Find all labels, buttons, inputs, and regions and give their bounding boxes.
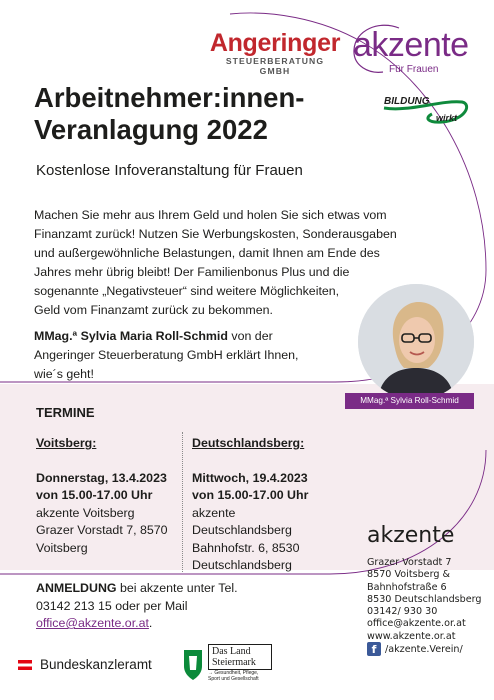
steiermark-line: Das Land [212, 646, 251, 657]
intro-line: Geld vom Finanzamt zurück zu bekommen. [34, 303, 273, 317]
akzente-logo [353, 26, 469, 84]
akzente-logo-word: akzente [353, 26, 469, 64]
intro-line: Finanzamt zurück! Nutzen Sie Werbungskosten, Sonderausgaben [34, 227, 397, 241]
event-venue: Deutschlandsberg [192, 523, 292, 537]
event-venue: Grazer Vorstadt 7, 8570 [36, 523, 168, 537]
facebook-handle: /akzente.Verein/ [385, 644, 463, 655]
intro-line: sogenannte „Negativsteuer“ sind weitere Möglichkeiten, [34, 284, 340, 298]
event-date: Mittwoch, 19.4.2023 [192, 470, 308, 485]
title-line-2: Veranlagung 2022 [34, 114, 268, 145]
austria-flag-icon [18, 660, 32, 670]
termine-heading: TERMINE [36, 405, 95, 420]
photo-caption: MMag.ª Sylvia Roll-Schmid [345, 393, 474, 409]
speaker-paragraph [34, 327, 352, 384]
speaker-text: wie´s geht! [34, 367, 94, 381]
angeringer-subline: STEUERBERATUNG GMBH [225, 56, 325, 76]
bildung-word: BILDUNG [384, 96, 430, 107]
contact-phone: 03142/ 930 30 [367, 606, 438, 618]
registration-text: bei akzente unter Tel. [116, 581, 238, 595]
akzente-logo-subline: Für Frauen [389, 64, 439, 75]
steiermark-tagline [208, 670, 274, 682]
intro-line: Machen Sie mehr aus Ihrem Geld und holen Sie sich etwas vom [34, 208, 387, 222]
speaker-name: MMag.ª Sylvia Maria Roll-Schmid [34, 329, 228, 343]
event-venue: Bahnhofstr. 6, 8530 [192, 540, 300, 555]
wirkt-word: wirkt [436, 113, 458, 123]
page-subtitle: Kostenlose Infoveranstaltung für Frauen [36, 162, 303, 179]
steiermark-crest-icon [182, 646, 204, 682]
event-deutschlandsberg [192, 435, 332, 575]
event-time: von 15.00-17.00 Uhr [36, 488, 153, 502]
contact-address [367, 557, 482, 643]
event-voitsberg [36, 435, 184, 557]
event-date: Donnerstag, 13.4.2023 [36, 470, 167, 485]
contact-line: Grazer Vorstadt 7 [367, 557, 452, 568]
event-place: Deutschlandsberg: [192, 436, 305, 450]
facebook-link[interactable] [367, 642, 463, 656]
event-venue: Deutschlandsberg [192, 558, 292, 572]
intro-paragraph [34, 206, 429, 320]
registration-label: ANMELDUNG [36, 581, 117, 595]
bundeskanzleramt-logo [18, 657, 152, 672]
bildung-wirkt-logo [380, 94, 472, 130]
event-venue: akzente [192, 505, 236, 520]
registration-period: . [148, 616, 153, 630]
akzente-contact-brand: akzente [367, 523, 455, 548]
steiermark-wordmark [208, 644, 272, 670]
contact-line: 8530 Deutschlandsberg [367, 593, 482, 605]
intro-line: Jahres mehr übrig bleibt! Der Familienbonus Plus und die [34, 265, 350, 279]
event-venue: Voitsberg [36, 540, 88, 555]
event-place: Voitsberg: [36, 436, 97, 450]
page-title [34, 82, 354, 146]
contact-line: 8570 Voitsberg & [367, 569, 450, 581]
contact-line: Bahnhofstraße 6 [367, 581, 447, 593]
registration-info [36, 580, 336, 633]
contact-website-link[interactable]: www.akzente.or.at [367, 630, 456, 642]
speaker-text: Angeringer Steuerberatung GmbH erklärt Ihnen, [34, 348, 299, 362]
steiermark-line: Steiermark [212, 657, 256, 668]
steiermark-tag: → Gesundheit, Pflege, [208, 670, 259, 676]
bundeskanzleramt-name: Bundeskanzleramt [40, 657, 152, 672]
registration-text: 03142 213 15 oder per Mail [36, 598, 188, 613]
facebook-icon: f [367, 642, 381, 656]
steiermark-tag: Sport und Gesellschaft [208, 676, 259, 682]
title-line-1: Arbeitnehmer:innen- [34, 82, 305, 113]
event-time: von 15.00-17.00 Uhr [192, 488, 309, 502]
angeringer-logo [209, 30, 341, 76]
speaker-photo [358, 284, 474, 400]
intro-line: und außergewöhnliche Belastungen, damit Ihnen am Ende des [34, 246, 380, 260]
registration-email-link[interactable]: office@akzente.or.at [36, 616, 149, 630]
contact-email-link[interactable]: office@akzente.or.at [367, 618, 466, 630]
steiermark-logo [182, 644, 274, 694]
angeringer-name: Angeringer [209, 29, 341, 57]
speaker-text: von der [227, 329, 273, 343]
speaker-portrait-icon [358, 284, 474, 400]
event-venue: akzente Voitsberg [36, 505, 135, 520]
